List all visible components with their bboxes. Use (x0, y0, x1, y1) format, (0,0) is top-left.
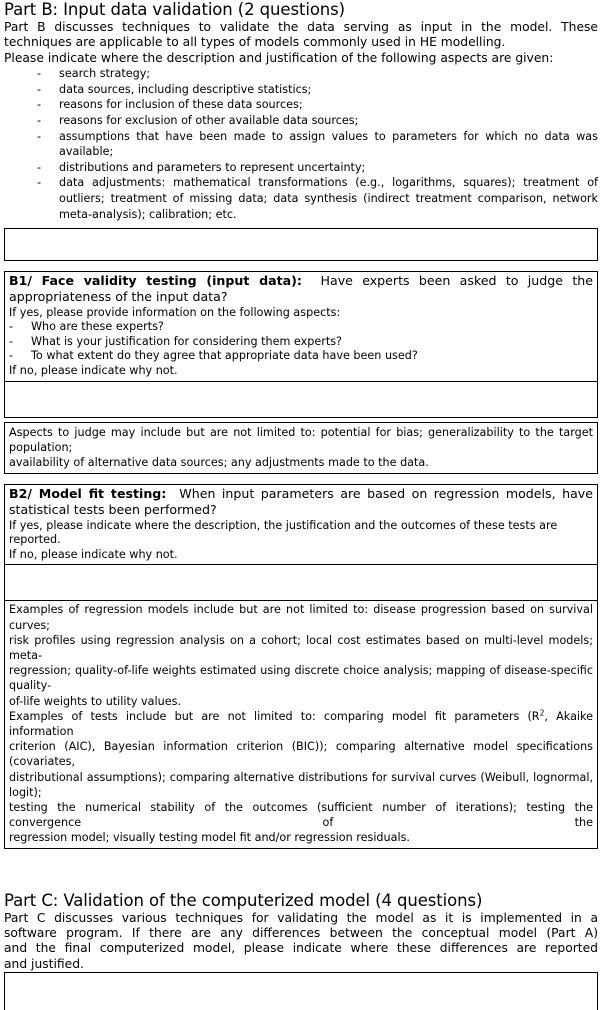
question-b1-text-line-2: appropriateness of the input data? (9, 289, 228, 305)
question-b1-answer-field[interactable] (5, 381, 597, 417)
part-c-answer-box[interactable] (4, 972, 598, 1010)
question-b1-if-yes: If yes, please provide information on the following aspects: (9, 305, 341, 319)
list-item: - data adjustments: mathematical transformations (e.g., logarithms, squares); treatment of outliers; treatment of missing data; data synthesis (indirect treatment comparison, network meta-analysis); calibration; etc. (4, 175, 598, 222)
question-b2-note-para-1 (9, 602, 593, 708)
part-c-heading: Part C: Validation of the computerized model (4 questions) (4, 890, 483, 910)
part-c-intro (4, 911, 598, 973)
question-b1-prompt (5, 272, 597, 380)
question-b2-label: B2/ Model fit testing: (9, 486, 167, 502)
list-item: - reasons for inclusion of these data sources; (4, 97, 598, 113)
question-b2-note (5, 600, 597, 847)
spacer (4, 849, 598, 891)
question-b2-if-yes: If yes, please indicate where the description, the justification and the outcomes of these tests are reported. (9, 518, 558, 547)
part-b-answer-box[interactable] (4, 228, 598, 261)
note-line: of-life weights to utility values. (9, 694, 182, 708)
list-item: - distributions and parameters to represent uncertainty; (4, 160, 598, 176)
question-b2-answer-field[interactable] (5, 564, 597, 600)
list-item: - reasons for exclusion of other available data sources; (4, 113, 598, 129)
question-b2-note-para-2 (9, 709, 593, 846)
part-c-intro-line-1: Part C discusses various techniques for validating the model as it is implemented in a (4, 910, 598, 925)
spacer (4, 261, 598, 271)
spacer (4, 474, 598, 484)
question-b2-text-line-1: When input parameters are based on regression models, have (179, 486, 593, 502)
list-item: - To what extent do they agree that appropriate data have been used? (9, 349, 593, 364)
question-b1-note (9, 425, 593, 471)
question-b2-if-no: If no, please indicate why not. (9, 547, 178, 561)
note-line: testing the numerical stability of the outcomes (sufficient number of iterations); testing the convergence of the (9, 800, 593, 830)
question-b1-note-box (4, 422, 598, 475)
note-line: Examples of tests include but are not limited to: comparing model fit parameters (R (9, 709, 540, 723)
note-line: risk profiles using regression analysis on a cohort; local cost estimates based on multi-level models; meta- (9, 633, 593, 662)
question-b2-title (9, 486, 593, 518)
list-item: - assumptions that have been made to assign values to parameters for which no data was available; (4, 129, 598, 160)
list-item: - Who are these experts? (9, 320, 593, 335)
question-b1-title (9, 273, 593, 305)
question-b1-text-line-1: Have experts been asked to judge the (320, 273, 593, 289)
question-b2-prompt (5, 485, 597, 564)
question-b1-box (4, 271, 598, 417)
part-b-intro-line-3: Please indicate where the description and justification of the following aspects are given: (4, 50, 554, 65)
part-b-aspect-list (4, 66, 598, 222)
question-b1-sub-list (9, 320, 593, 364)
note-line: criterion (AIC), Bayesian information criterion (BIC)); comparing alternative model specifications (covariates, (9, 740, 593, 769)
part-b-heading: Part B: Input data validation (2 questions) (4, 0, 345, 19)
r-squared-superscript: 2 (539, 708, 545, 718)
part-c-intro-line-4: and justified. (4, 956, 84, 971)
question-b1-if-no: If no, please indicate why not. (9, 363, 178, 377)
question-b2-box (4, 484, 598, 848)
part-c-intro-line-3: and the final computerized model, please indicate where these differences are reported (4, 941, 598, 956)
note-line: regression; quality-of-life weights estimated using discrete choice analysis; mapping of disease-specific quality- (9, 664, 593, 693)
question-b2-text-line-2: statistical tests been performed? (9, 502, 217, 518)
note-line: Examples of regression models include but are not limited to: disease progression based on survival curves; (9, 603, 593, 632)
question-b1-label: B1/ Face validity testing (input data): (9, 273, 302, 289)
list-item: - search strategy; (4, 66, 598, 82)
part-b-intro (4, 20, 598, 66)
question-b1-note-line-2: availability of alternative data sources; any adjustments made to the data. (9, 455, 429, 469)
list-item: - What is your justification for considering them experts? (9, 335, 593, 350)
note-line: , Akaike information (9, 709, 593, 738)
note-line: regression model; visually testing model fit and/or regression residuals. (9, 831, 410, 845)
part-c-intro-line-2: software program. If there are any differences between the conceptual model (Part A) (4, 925, 598, 940)
part-b-intro-line-1: Part B discusses techniques to validate the data serving as input in the model. These (4, 20, 598, 34)
part-b-intro-line-2: techniques are applicable to all types of models commonly used in HE modelling. (4, 35, 506, 50)
list-item: - data sources, including descriptive statistics; (4, 82, 598, 98)
question-b1-note-line-1: Aspects to judge may include but are not limited to: potential for bias; generalizability to the target population; (9, 425, 593, 454)
note-line: distributional assumptions); comparing alternative distributions for survival curves (Weibull, lognormal, logit); (9, 770, 593, 799)
